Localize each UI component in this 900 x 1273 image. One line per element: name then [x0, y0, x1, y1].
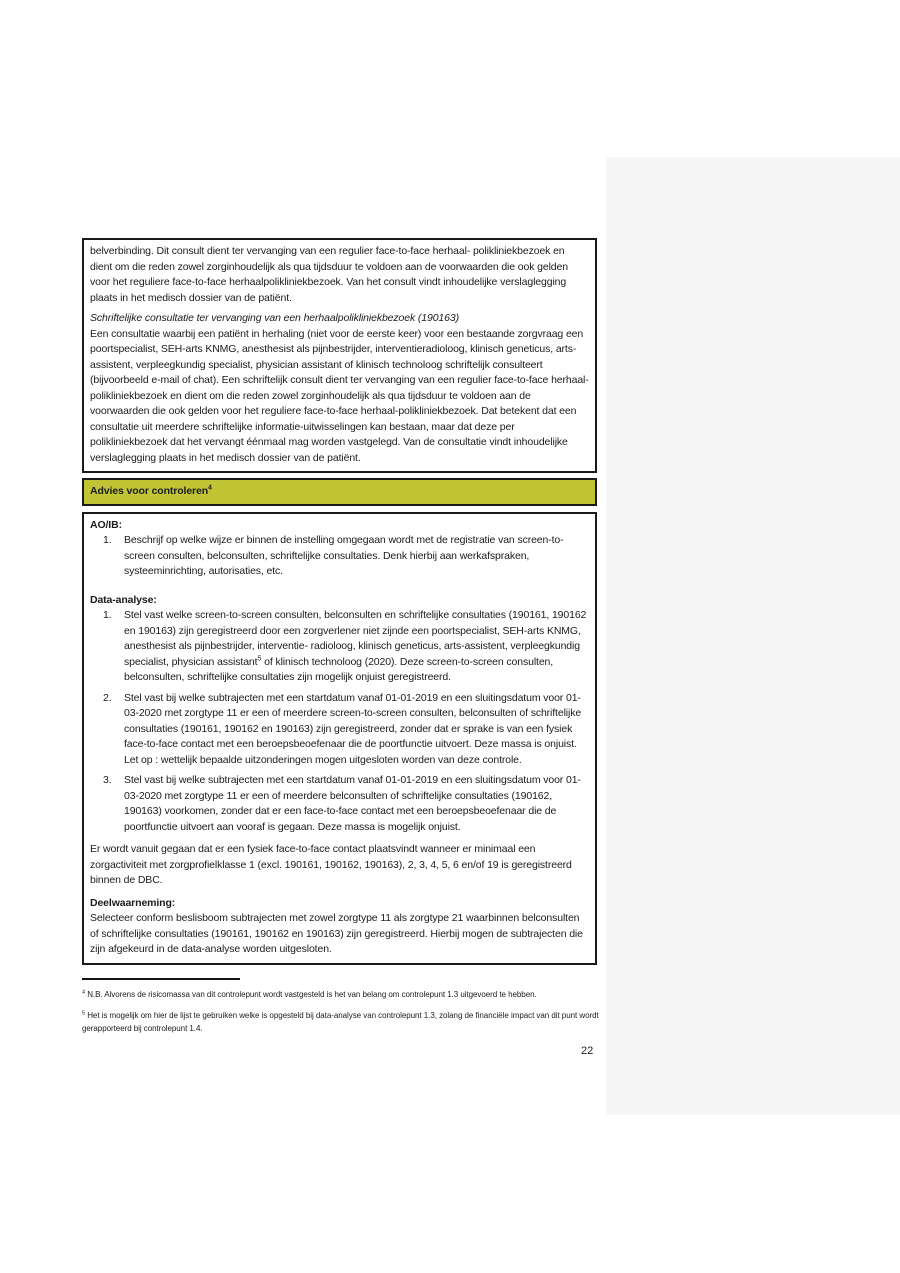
- intro-box: [82, 238, 597, 473]
- aoib-item-text: Beschrijf op welke wijze er binnen de instelling omgegaan wordt met de registratie van screen-to-screen consulten, belconsulten, schriftelijke consultaties. Denk hierbij aan werkafspraken, systeeminrichting, autorisaties, etc.: [124, 534, 564, 577]
- intro-paragraph-1: belverbinding. Dit consult dient ter vervanging van een regulier face-to-face herhaal- polikliniekbezoek en dient om die reden zowel zorginhoudelijk als qua tijdsduur te voldoen aan de voorwaarden die ook gelden voor het reguliere face-to-face herhaalpolikliniekbezoek. Van het consult vindt inhoudelijke verslaglegging plaats in het medisch dossier van de patiënt.: [90, 245, 568, 304]
- aoib-item: [90, 533, 589, 580]
- intro-italic-heading: Schriftelijke consultatie ter vervanging van een herhaalpolikliniekbezoek (190163): [90, 312, 459, 324]
- footnote-4: [82, 989, 599, 1002]
- data-analyse-item-3-text: Stel vast bij welke subtrajecten met een startdatum vanaf 01-01-2019 en een sluitingsdatum voor 01-03-2020 met zorgtype 11 er een of meerdere belconsulten of schriftelijke consultaties (190162, 190163) voorkomen, zonder dat er een face-to-face contact met een beroepsbeoefenaar die de poortfunctie uitvoert aan vooraf is gegaan. Deze massa is mogelijk onjuist.: [124, 774, 581, 833]
- footnote-area: [82, 978, 597, 1036]
- aoib-title: AO/IB:: [90, 518, 122, 531]
- deelwaarneming-title: Deelwaarneming:: [90, 896, 176, 909]
- controls-box: [82, 512, 597, 965]
- page-margin-panel: [606, 157, 900, 1115]
- spacer: [90, 585, 589, 593]
- assumption-paragraph: Er wordt vanuit gegaan dat er een fysiek face-to-face contact plaatsvindt wanneer er minimaal een zorgactiviteit met zorgprofielklasse 1 (excl. 190161, 190162, 190163), 2, 3, 4, 5, 6 en/of 19 is geregistreerd binnen de DBC.: [90, 843, 572, 886]
- list-number: 1.: [103, 609, 112, 621]
- footnote-ref-5: 5: [257, 655, 262, 662]
- data-analyse-item-2-text: Stel vast bij welke subtrajecten met een startdatum vanaf 01-01-2019 en een sluitingsdatum voor 01-03-2020 met zorgtype 11 er een of meerdere screen-to-screen consulten, belconsulten of schriftelijke consultaties (190161, 190162 en 190163) zijn geregistreerd, zonder dat er sprake is van een fysiek face-to-face contact met een beroepsbeoefenaar die de poortfunctie uitvoert. Deze massa is onjuist. Let op : wettelijk bepaalde uitzonderingen mogen uitgesloten worden van deze controle.: [124, 691, 582, 766]
- page-number: 22: [581, 1045, 594, 1057]
- intro-paragraph-2: Een consultatie waarbij een patiënt in herhaling (niet voor de eerste keer) voor een bestaande zorgvraag een poortspecialist, SEH-arts KNMG, anesthesist als pijnbestrijder, interventieradioloog, klinisch geneticus, arts-assistent, verpleegkundig specialist, physician assistant of klinisch technoloog schriftelijk consulteert (bijvoorbeeld e-mail of chat). Een schriftelijk consult dient ter vervanging van een regulier face-to-face herhaal-polikliniekbezoek en dient om die reden zowel zorginhoudelijk als qua tijdsduur te voldoen aan de voorwaarden die ook gelden voor het reguliere face-to-face herhaal-polikliniekbezoek. Dat betekent dat een consultatie uit meerdere schriftelijke informatie-uitwisselingen kan bestaan, maar dat deze per polikliniekbezoek dat het vervangt éénmaal mag worden vastgelegd. Van de consultatie vindt inhoudelijke verslaglegging plaats in het medisch dossier van de patiënt.: [90, 327, 589, 464]
- item-text-pre: Stel vast welke screen-to-screen consulten, belconsulten en schriftelijke consultaties (190161, 190162 en 190163) zijn geregistreerd door een zorgverlener niet zijnde een poortspecialist, SEH-arts KNMG, anesthesist als pijnbestrijder, interventie- radioloog, klinisch geneticus, arts-assistent, verpleegkundig specialist, physician assistant: [124, 609, 587, 668]
- footnote-4-text: N.B. Alvorens de risicomassa van dit controlepunt wordt vastgesteld is het van belang om controlepunt 1.3 uitgevoerd te hebben.: [87, 989, 537, 999]
- data-analyse-item-1: [90, 608, 589, 686]
- list-number: 1.: [103, 534, 112, 546]
- data-analyse-item-3: [90, 773, 589, 835]
- footnote-5-marker: 5: [82, 1010, 86, 1017]
- footnote-5-text: Het is mogelijk om hier de lijst te gebruiken welke is opgesteld bij data-analyse van controlepunt 1.3, zolang de financiële impact van dit punt wordt gerapporteerd bij controlepunt 1.4.: [82, 1011, 599, 1033]
- deelwaarneming-text: Selecteer conform beslisboom subtrajecten met zowel zorgtype 11 als zorgtype 21 waarbinnen belconsulten of schriftelijke consultaties (190161, 190162 en 190163) zijn geregistreerd. Hierbij mogen de subtrajecten die zijn afgekeurd in de data-analyse worden uitgesloten.: [90, 912, 583, 955]
- content-column: [82, 238, 597, 1044]
- advice-header-label: Advies voor controleren: [90, 485, 209, 497]
- footnote-separator: [82, 978, 240, 980]
- data-analyse-item-1-text: [124, 608, 589, 686]
- item-text-post: of klinisch technoloog (2020). Deze screen-to-screen consulten, belconsulten, schriftelijke consultaties zijn mogelijk onjuist geregistreerd.: [124, 655, 554, 683]
- list-number: 2.: [103, 691, 112, 704]
- footnote-5: [82, 1010, 599, 1035]
- list-number: 3.: [103, 774, 112, 786]
- data-analyse-title: Data-analyse:: [90, 593, 157, 606]
- advice-header-bar: [82, 478, 597, 506]
- footnote-4-marker: 4: [82, 988, 86, 995]
- footnote-ref-4: 4: [208, 484, 212, 492]
- data-analyse-item-2: [90, 691, 589, 769]
